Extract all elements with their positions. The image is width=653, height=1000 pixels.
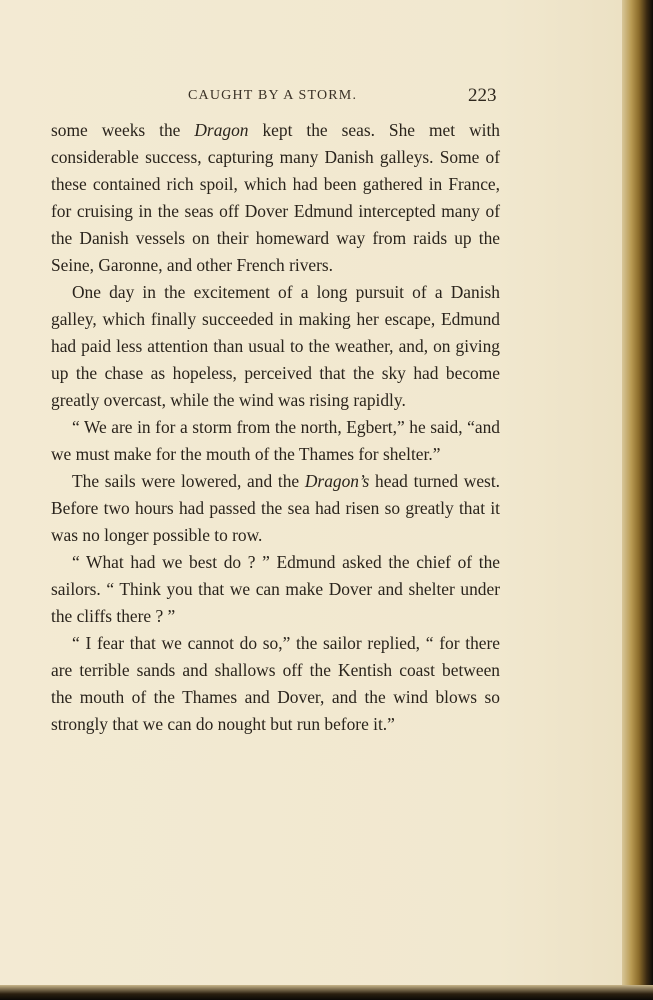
text-run: “ What had we best do ? ” Edmund asked the chief of the sailors. “ Think you that we can make Dover and shelter under the cliffs there ? ” [51,552,500,626]
text-run: “ We are in for a storm from the north, Egbert,” he said, “and we must make for the mouth of the Thames for shelter.” [51,417,500,464]
text-run: some weeks the [51,120,195,140]
running-header [0,85,622,112]
text-run: One day in the excitement of a long pursuit of a Danish galley, which finally succeeded in making her escape, Edmund had paid less attention than usual to the weather, and, on giving up the chase as hopeless, perceived that the sky had become greatly overcast, while the wind was rising rapidly. [51,282,500,410]
ship-name-italic: Dragon’s [304,471,370,491]
paragraph [51,414,500,468]
text-run: The sails were lowered, and the [72,471,305,491]
ship-name-italic: Dragon [194,120,249,140]
page-bottom-shadow [0,985,653,1000]
running-title: CAUGHT BY A STORM. [188,88,358,103]
book-binding-edge [622,0,653,1000]
text-run: head turned west. Before two hours had passed the sea had risen so greatly that it was no longer possible to row. [51,471,500,545]
paragraph [51,279,500,414]
paragraph [51,630,500,738]
body-text [51,117,500,738]
paragraph [51,117,500,279]
text-run: “ I fear that we cannot do so,” the sailor replied, “ for there are terrible sands and shallows off the Kentish coast between the mouth of the Thames and Dover, and the wind blows so strongly that we can do nought but run before it.” [51,633,500,734]
text-run: kept the seas. She met with considerable success, capturing many Danish galleys. Some of these contained rich spoil, which had been gathered in France, for cruising in the seas off Dover Edmund intercepted many of the Danish vessels on their homeward way from raids up the Seine, Garonne, and other French rivers. [51,120,500,275]
paragraph [51,549,500,630]
paragraph [51,468,500,549]
page-number: 223 [468,85,497,106]
